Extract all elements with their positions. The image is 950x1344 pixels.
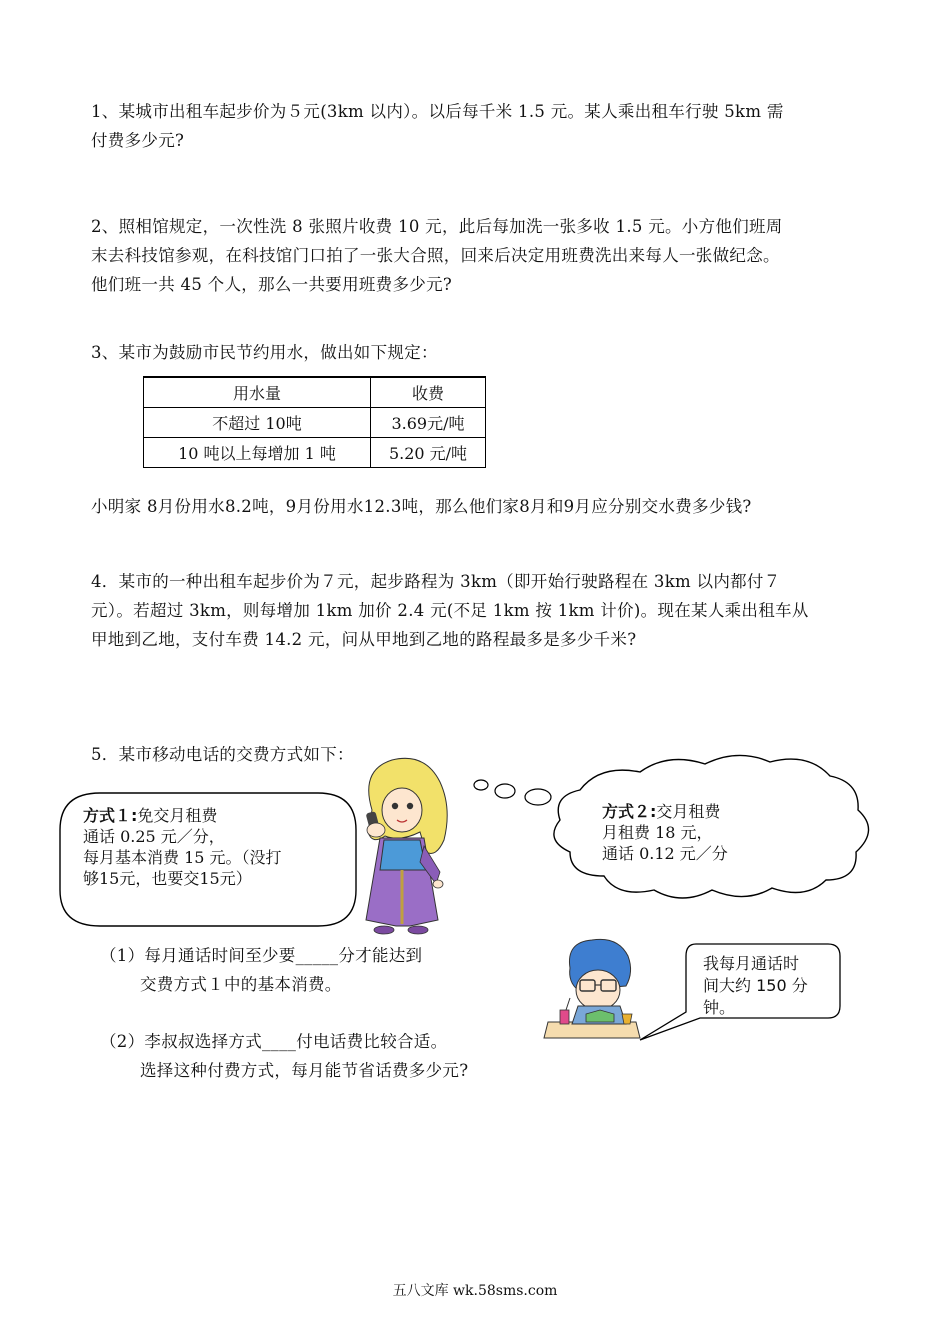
sub-question-2-line-2: 选择这种付费方式，每月能节省话费多少元? (140, 1061, 469, 1080)
table-header-cell: 用水量 (144, 377, 371, 408)
table-header-cell: 收费 (371, 377, 486, 408)
plan-2-name: 交月租费 (656, 802, 721, 821)
boy-reading-illustration (544, 939, 640, 1038)
sub-question-1-line-1: （1）每月通话时间至少要_____分才能达到 (100, 946, 423, 965)
plan-2-text (602, 801, 728, 864)
page-footer[interactable]: 五八文库 wk.58sms.com (392, 1283, 558, 1299)
table-cell: 10 吨以上每增加 1 吨 (144, 438, 371, 468)
plan-2-line-3: 通话 0.12 元／分 (602, 844, 728, 863)
sub-question-2 (100, 1027, 540, 1085)
speech-text (703, 953, 843, 1019)
plan-1-line-2: 通话 0.25 元／分， (83, 827, 225, 846)
question-2-line-1: 2、照相馆规定，一次性洗 8 张照片收费 10 元，此后每加洗一张多收 1.5 元。小方他们班周 (91, 217, 783, 236)
question-1-line-1: 1、某城市出租车起步价为５元(3km 以内）。以后每千米 1.5 元。某人乘出租车行驶 5km 需 (91, 102, 784, 121)
question-4-line-2: 元）。若超过 3km，则每增加 1km 加价 2.4 元(不足 1km 按 1km 计价)。现在某人乘出租车从 (91, 601, 809, 620)
sub-question-1 (100, 941, 520, 999)
plan-1-line-3: 每月基本消费 15 元。（没打 (83, 848, 282, 867)
girl-phone-illustration (366, 758, 448, 934)
speech-line-1: 我每月通话时 (703, 954, 800, 973)
table-cell: 3.69元/吨 (371, 408, 486, 438)
question-2-line-2: 末去科技馆参观，在科技馆门口拍了一张大合照，回来后决定用班费洗出来每人一张做纪念。 (91, 246, 780, 265)
sub-question-2-line-1: （2）李叔叔选择方式____付电话费比较合适。 (100, 1032, 448, 1051)
speech-line-3: 钟。 (703, 998, 736, 1017)
plan-1-name: 免交月租费 (137, 806, 218, 825)
thought-dot-large (525, 789, 551, 805)
plan-1-text (83, 805, 282, 889)
table-cell: 5.20 元/吨 (371, 438, 486, 468)
plan-1-line-4: 够15元，也要交15元） (83, 869, 252, 888)
question-1-line-2: 付费多少元? (91, 131, 185, 150)
question-3-question-text: 小明家 8月份用水8.2吨，9月份用水12.3吨，那么他们家8月和9月应分别交水费多少钱? (91, 497, 752, 516)
thought-dot-small (474, 780, 488, 790)
question-3-intro-text: 3、某市为鼓励市民节约用水，做出如下规定： (91, 343, 438, 362)
table-cell: 不超过 10吨 (144, 408, 371, 438)
plan-2-line-2: 月租费 18 元， (602, 823, 713, 842)
question-4-line-3: 甲地到乙地，支付车费 14.2 元，问从甲地到乙地的路程最多是多少千米? (91, 630, 637, 649)
thought-dot-medium (495, 784, 515, 798)
question-5-intro-text: 5．某市移动电话的交费方式如下： (91, 745, 354, 764)
sub-question-1-line-2: 交费方式１中的基本消费。 (140, 975, 342, 994)
question-4-line-1: 4．某市的一种出租车起步价为７元，起步路程为 3km（即开始行驶路程在 3km 以内都付７ (91, 572, 781, 591)
plan-2-label: 方式２: (602, 802, 657, 821)
plan-1-label: 方式１: (83, 806, 138, 825)
question-2-line-3: 他们班一共 45 个人，那么一共要用班费多少元? (91, 275, 453, 294)
speech-line-2: 间大约 150 分 (703, 976, 808, 995)
